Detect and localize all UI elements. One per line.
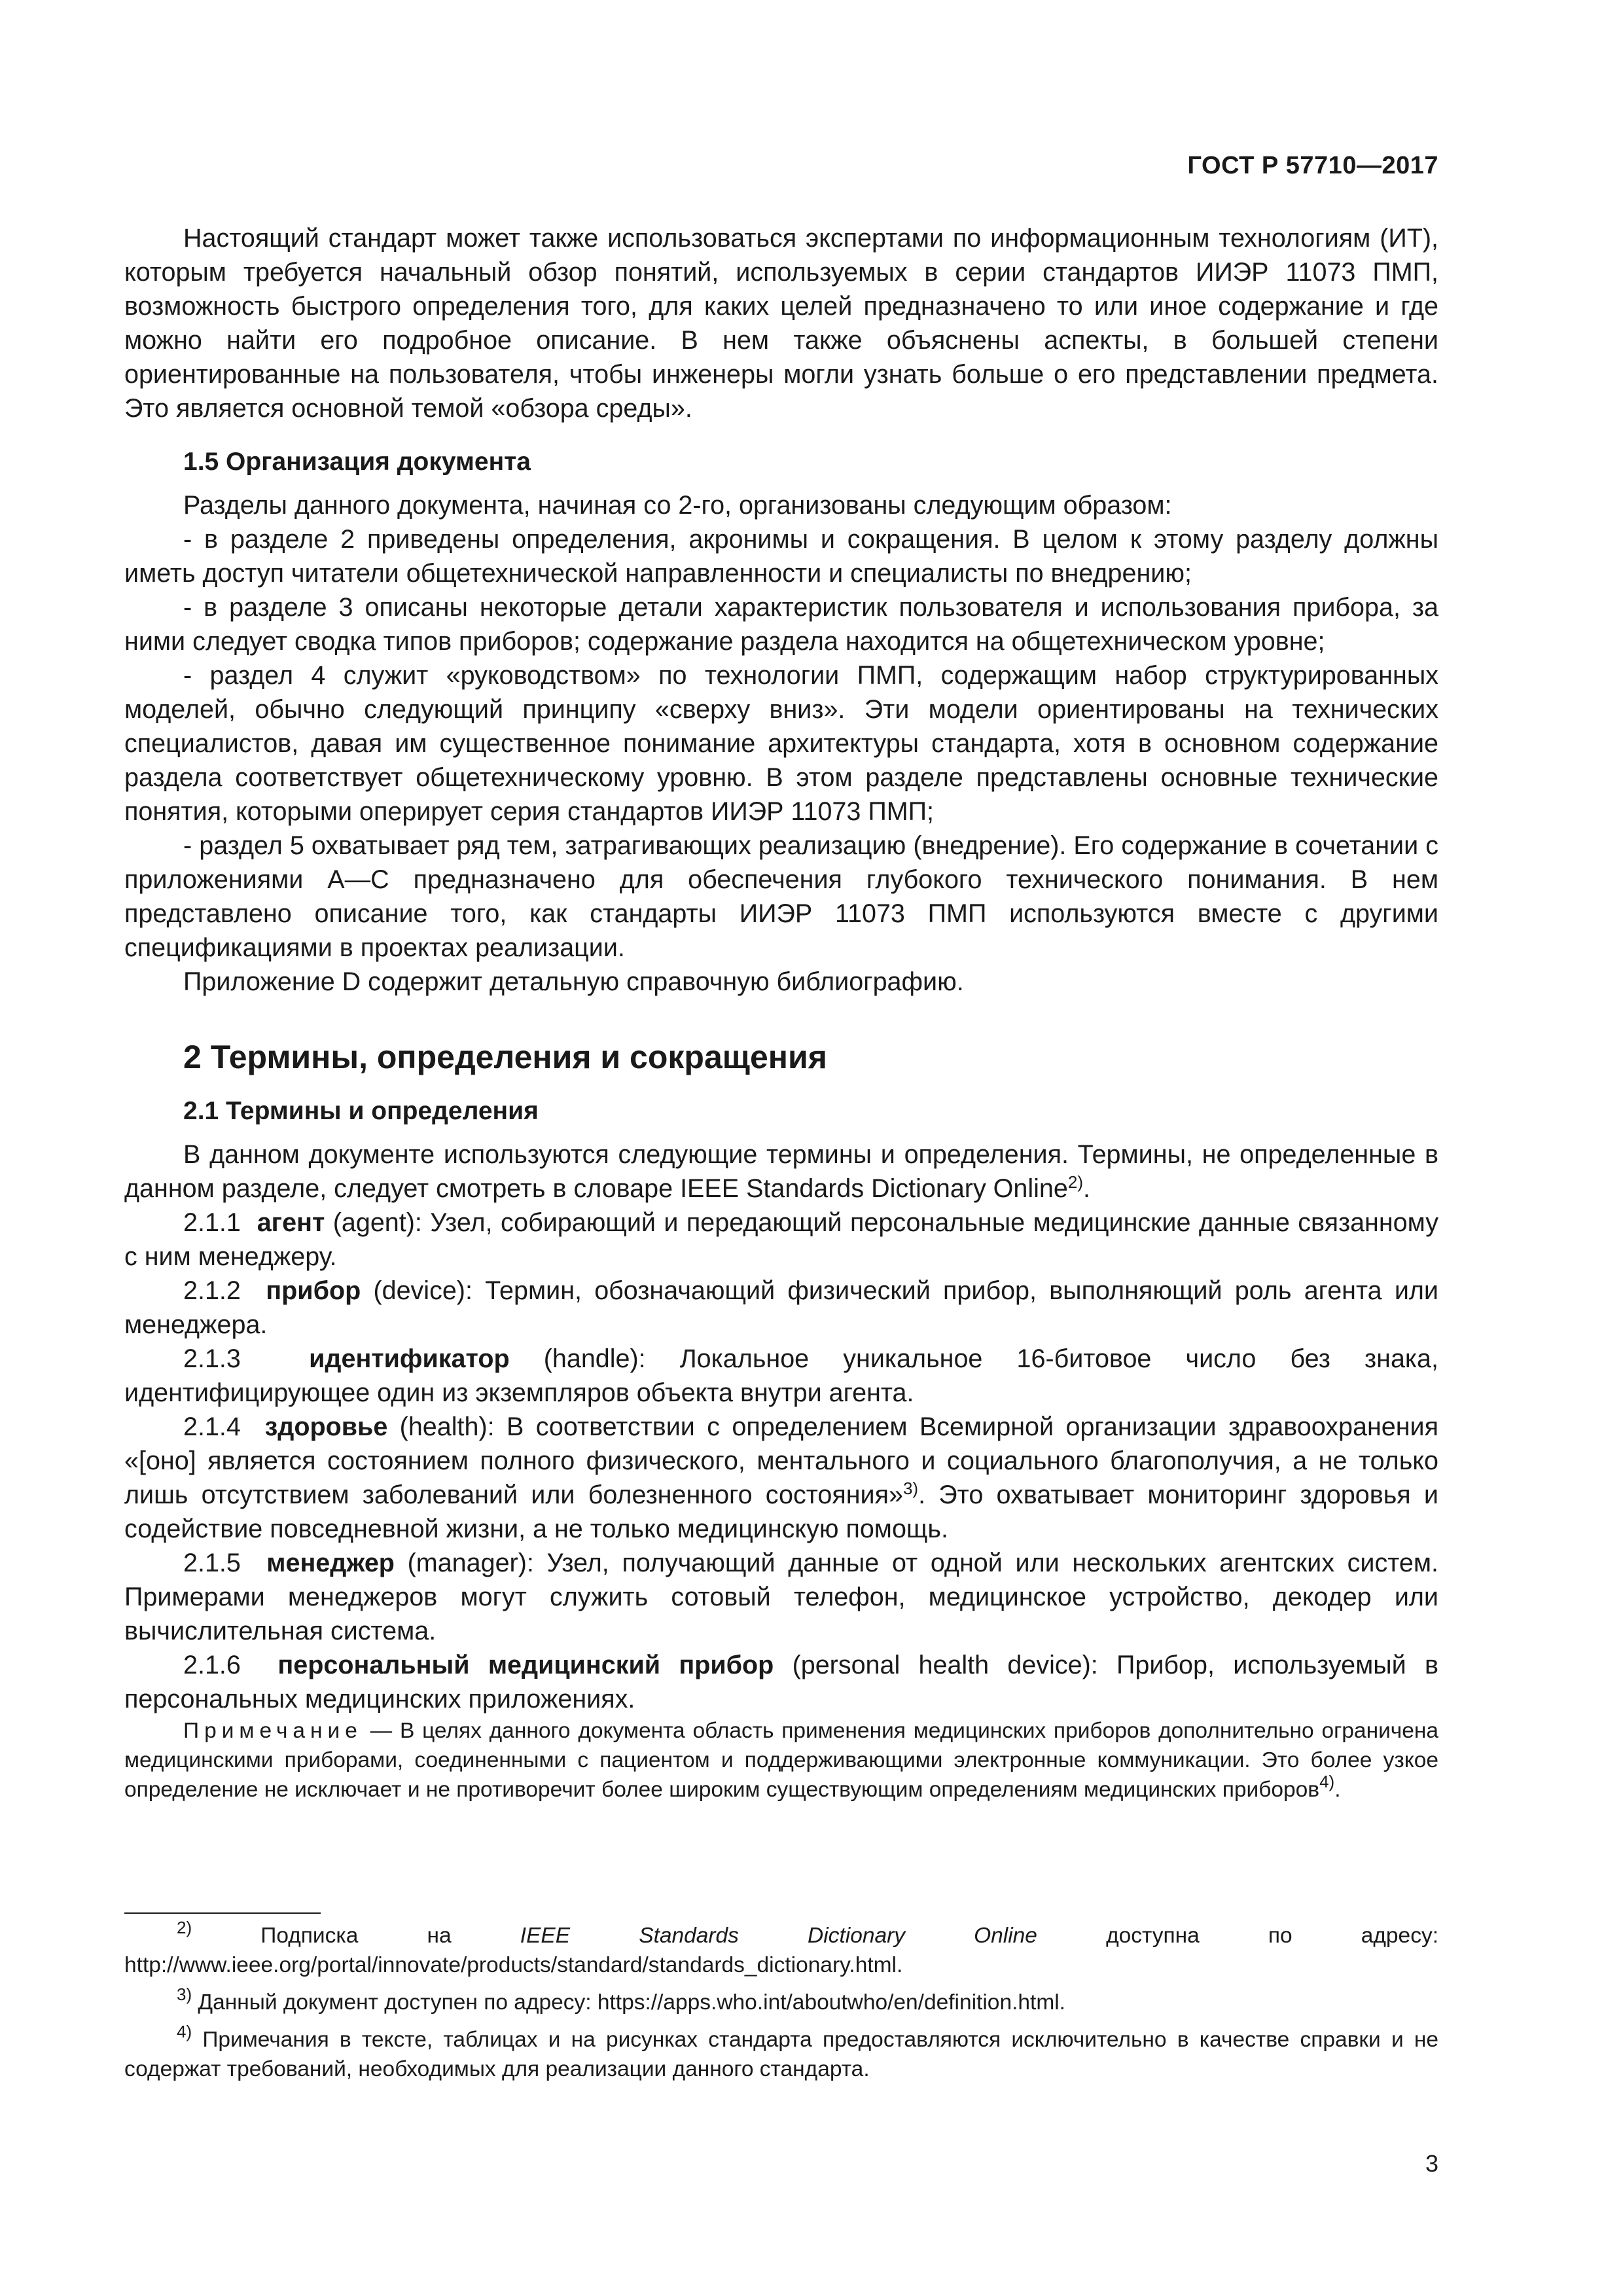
main-content: [124, 221, 1438, 1804]
term-name: агент: [257, 1208, 325, 1237]
term-definition: 2.1.4 здоровье (health): В соответствии с определением Всемирной организации здравоохранения «[оно] является состоянием полного физического, ментального и социального благополучия, а не только лишь отсутствием заболеваний или болезненного состояния»$^{3)}$. Это охватывает мониторинг здоровья и содействие повседневной жизни, а не только медицинскую помощь.: [124, 1412, 1438, 1543]
list-item: - в разделе 2 приведены определения, акронимы и сокращения. В целом к этому разделу должны иметь доступ читатели общетехнической направленности и специалисты по внедрению;: [124, 525, 1438, 588]
page-number: 3: [1425, 2150, 1438, 2177]
term-name: менеджер: [266, 1549, 395, 1577]
list-item: - раздел 4 служит «руководством» по технологии ПМП, содержащим набор структурированных моделей, обычно следующий принципу «сверху вниз». Эти модели ориентированы на технических специалистов, давая им существенное понимание архитектуры стандарта, хотя в основном содержание раздела соответствует общетехническому уровню. В этом разделе представлены основные технические понятия, которыми оперирует серия стандартов ИИЭР 11073 ПМП;: [124, 661, 1438, 826]
term-name: идентификатор: [309, 1344, 510, 1373]
section-2-1-heading: 2.1 Термины и определения: [183, 1097, 539, 1125]
list-item: - раздел 5 охватывает ряд тем, затрагивающих реализацию (внедрение). Его содержание в сочетании с приложениями А—С предназначено для обеспечения глубокого технического понимания. В нем представлено описание того, как стандарты ИИЭР 11073 ПМП используются вместе с другими спецификациями в проектах реализации.: [124, 831, 1438, 962]
term-definition: 2.1.1 агент (agent): Узел, собирающий и передающий персональные медицинские данные связанному с ним менеджеру.: [124, 1208, 1439, 1271]
term-definition: 2.1.6 персональный медицинский прибор (personal health device): Прибор, используемый в персональных медицинских приложениях.: [124, 1651, 1438, 1713]
paragraph: Приложение D содержит детальную справочную библиографию.: [183, 967, 964, 996]
footnote-divider: [124, 1912, 321, 1914]
footnote-4: $^{4)}$ Примечания в тексте, таблицах и на рисунках стандарта предоставляются исключительно в качестве справки и не содержат требований, необходимых для реализации данного стандарта.: [124, 2022, 1438, 2081]
term-definition: 2.1.5 менеджер (manager): Узел, получающий данные от одной или нескольких агентских систем. Примерами менеджеров могут служить сотовый телефон, медицинское устройство, декодер или вычислительная система.: [124, 1549, 1438, 1645]
footnote-ref[interactable]: 4): [1319, 1772, 1335, 1791]
footnote-ref[interactable]: 2): [1067, 1172, 1083, 1192]
terms-intro: В данном документе используются следующие термины и определения. Термины, не определенные в данном разделе, следует смотреть в словаре IEEE Standards Dictionary Online$^{2)}$.: [124, 1140, 1438, 1203]
paragraph: Разделы данного документа, начиная со 2-го, организованы следующим образом:: [183, 491, 1172, 520]
footnote-3: $^{3)}$ Данный документ доступен по адресу: https://apps.who.int/aboutwho/en/definition.html.: [177, 1984, 1065, 2015]
intro-paragraph: Настоящий стандарт может также использоваться экспертами по информационным технологиям (ИТ), которым требуется начальный обзор понятий, используемых в серии стандартов ИИЭР 11073 ПМП, возможность быстрого определения того, для каких целей предназначено то или иное содержание и где можно найти его подробное описание. В нем также объяснены аспекты, в большей степени ориентированные на пользователя, чтобы инженеры могли узнать больше о его представлении предмета. Это является основной темой «обзора среды».: [124, 224, 1438, 423]
footnote-2: $^{2)}$ Подписка на IEEE Standards Dictionary Online доступна по адресу: http://www.ieee.org/portal/innovate/products/standard/standards_dictionary.html.: [124, 1918, 1438, 1977]
note-label: Примечание: [183, 1719, 363, 1743]
section-2-heading: 2 Термины, определения и сокращения: [183, 1039, 827, 1075]
section-1-5-heading: 1.5 Организация документа: [183, 448, 531, 476]
term-definition: 2.1.3 идентификатор (handle): Локальное уникальное 16-битовое число без знака, идентифицирующее один из экземпляров объекта внутри агента.: [124, 1344, 1439, 1407]
term-name: персональный медицинский прибор: [277, 1651, 774, 1679]
note: Примечание — В целях данного документа область применения медицинских приборов дополнительно ограничена медицинскими приборами, соединенными с пациентом и поддерживающими электронные коммуникации. Это более узкое определение не исключает и не противоречит более широким существующим определениям медицинских приборов$^{4)}$.: [124, 1719, 1438, 1802]
term-name: здоровье: [264, 1412, 388, 1441]
footnote-ref[interactable]: 3): [902, 1479, 919, 1498]
term-definition: 2.1.2 прибор (device): Термин, обозначающий физический прибор, выполняющий роль агента или менеджера.: [124, 1276, 1438, 1339]
term-name: прибор: [266, 1276, 361, 1305]
document-id-header: ГОСТ Р 57710—2017: [1187, 152, 1438, 179]
list-item: - в разделе 3 описаны некоторые детали характеристик пользователя и использования прибора, за ними следует сводка типов приборов; содержание раздела находится на общетехническом уровне;: [124, 593, 1438, 656]
footnotes: [124, 1918, 1438, 2092]
